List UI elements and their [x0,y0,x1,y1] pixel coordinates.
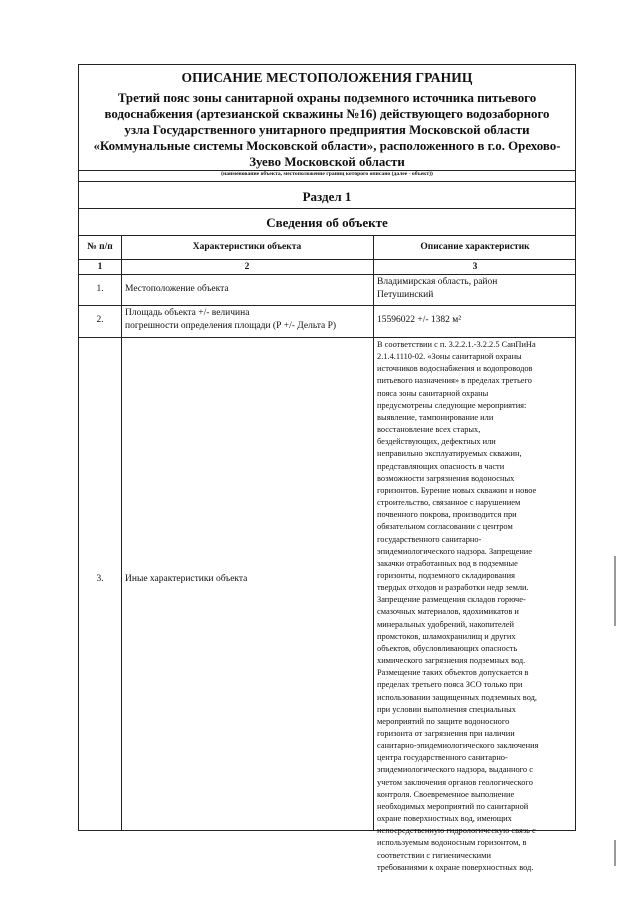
description-line: предусмотрены следующие мероприятия: [377,400,527,410]
document-frame [78,64,576,872]
row-divider [79,259,575,260]
description-line: использовании защищенных подземных вод, [377,692,538,702]
table-top-border [79,235,575,236]
numbering-cell: 3 [472,262,478,272]
description-line: мероприятий по защите водоносного [377,716,510,726]
column-divider [121,235,122,830]
description-line: горизонта от загрязнения при наличии [377,729,515,738]
header-number: № п/п [87,242,113,252]
divider [79,181,575,182]
object-line: Третий пояс зоны санитарной охраны подземного источника питьевого [117,91,537,105]
description-line: эпидемиологического надзора, выданного с [377,765,533,775]
description-line: охране поверхностных вод, имеющих [377,814,512,824]
numbering-cell: 1 [97,262,103,272]
section-title: Раздел 1 [302,189,352,204]
header-description: Описание характеристик [420,242,530,252]
column-divider [373,235,374,830]
numbering-cell: 2 [244,262,250,272]
object-line: узла Государственного унитарного предприятия Московской области [124,123,530,137]
document-title: ОПИСАНИЕ МЕСТОПОЛОЖЕНИЯ ГРАНИЦ [181,70,473,85]
description-line: учетом заключения органов геологического [377,777,533,787]
scan-artifact [614,556,616,626]
description-line: центра государственного санитарно- [377,753,508,763]
description-line: неправильно эксплуатируемых скважин, [377,449,522,459]
description-line: 2.1.4.1110-02. «Зоны санитарной охраны [377,352,522,362]
row-characteristic: Иные характеристики объекта [125,574,248,584]
scan-artifact [614,840,616,866]
row-number: 3. [96,574,104,584]
row-description [377,339,573,874]
description-line: источников водоснабжения и водопроводов [377,364,533,374]
description-line: обязательном согласовании с центром [377,522,513,532]
row-divider [79,274,575,275]
description-line: промстоков, шламохранилищ и других [377,631,516,641]
header-characteristic: Характеристики объекта [192,242,302,252]
row-description: 15596022 +/- 1382 м² [377,315,462,325]
object-line: Зуево Московской области [249,155,405,169]
description-line: выявление, тампонирование или [377,412,494,422]
description-line: В соответствии с п. 3.2.2.1.-3.2.2.5 СанПиНа [377,340,536,349]
row-number: 2. [96,315,104,325]
description-line: необходимых мероприятий по санитарной [377,801,529,811]
row-divider [79,305,575,306]
description-line: смазочных материалов, ядохимикатов и [377,607,519,617]
object-line: «Коммунальные системы Московской области», расположенного в г.о. Орехово- [93,139,561,153]
object-line: водоснабжения (артезианской скважины №16) действующего водозаборного [104,107,550,121]
description-line: государственного санитарно- [377,534,482,544]
description-line: непосредственную гидрологическую связь с [377,826,536,836]
description-line: Владимирская область, район [377,277,498,287]
object-name [81,90,573,170]
description-line: Запрещение размещения складов горюче- [377,595,526,605]
description-line: пояса зоны санитарной охраны [377,388,489,398]
description-line: контроля. Своевременное выполнение [377,789,515,799]
description-line: питьевого назначения» в пределах третьего [377,376,532,386]
row-characteristic: Местоположение объекта [125,284,229,294]
description-line: Размещение таких объектов допускается в [377,668,529,678]
object-caption: (наименование объекта, местоположение границ которого описано (далее - объект)) [221,171,433,177]
description-line: закачки отработанных вод в подземные [377,558,518,568]
row-characteristic [125,307,336,333]
description-line: Петушинский [377,290,434,300]
description-line: пределах третьего пояса ЗСО только при [377,680,523,690]
description-line: минеральных удобрений, накопителей [377,619,515,629]
description-line: горизонты, подземного складирования [377,570,515,580]
description-line: твердых отходов и разработки недр земли. [377,583,529,593]
divider [79,208,575,209]
subsection-title: Сведения об объекте [266,215,388,230]
description-line: химического загрязнения подземных вод. [377,656,526,666]
description-line: строительство, связанное с нарушением [377,498,521,508]
row-number: 1. [96,284,104,294]
description-line: восстановление всех старых, [377,425,481,435]
description-line: используемым водоносным горизонтом, в [377,838,527,848]
description-line: соответствии с гигиеническими [377,850,491,860]
description-line: почвенного покрова, производится при [377,510,517,520]
description-line: требованиями к охране поверхностных вод. [377,862,534,872]
description-line: при условии выполнения специальных [377,704,516,714]
description-line: санитарно-эпидемиологического заключения [377,741,539,751]
description-line: объектов, обусловливающих опасность [377,643,518,653]
characteristic-line: Площадь объекта +/- величина [125,308,250,318]
row-description [377,276,497,302]
description-line: эпидемиологического надзора. Запрещение [377,546,533,556]
description-line: возможности загрязнения водоносных [377,473,515,483]
description-line: представляющих опасность в части [377,461,505,471]
description-line: горизонтов. Бурение новых скважин и новое [377,485,537,495]
row-divider [79,337,575,338]
description-line: бездействующих, дефектных или [377,437,496,447]
characteristic-line: погрешности определения площади (Р +/- Дельта Р) [125,321,337,331]
